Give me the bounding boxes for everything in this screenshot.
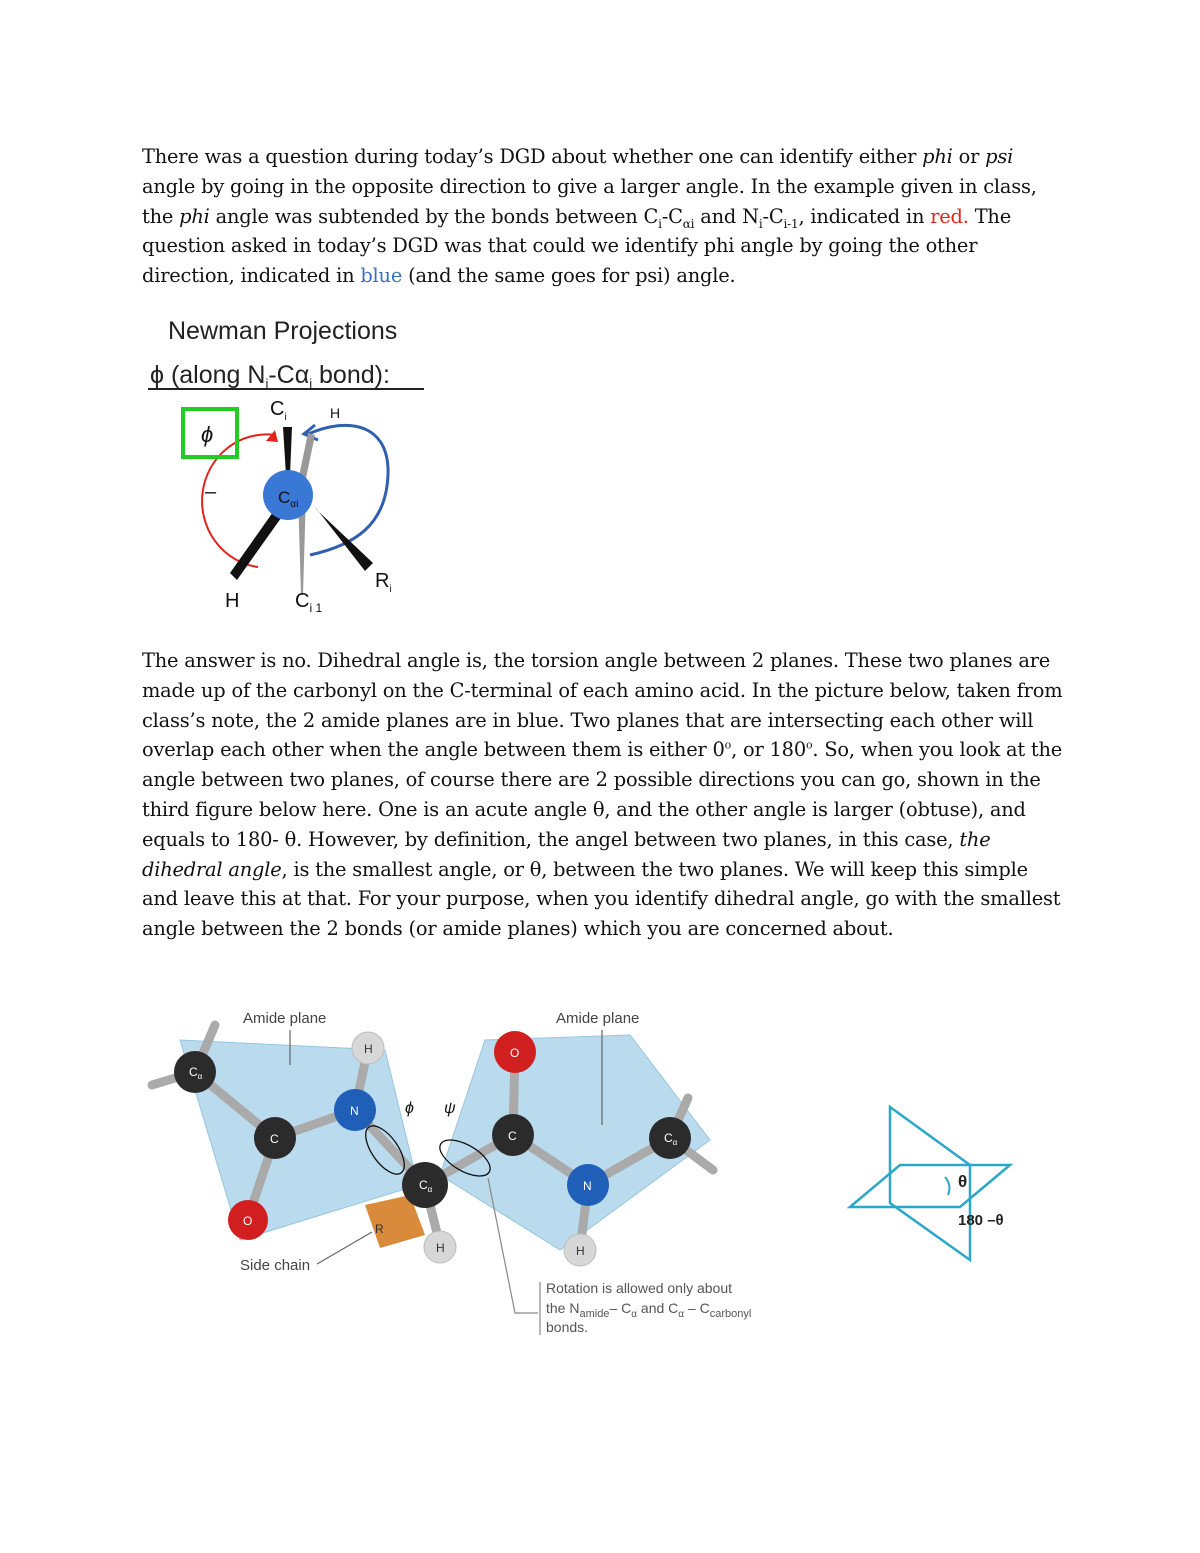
label-hydrogen-right: H: [576, 1244, 585, 1258]
label-oxygen-right: O: [510, 1046, 520, 1060]
label-carbon-left: C: [270, 1132, 279, 1146]
plane-horizontal: [850, 1165, 1010, 1207]
phi-box-label: ϕ: [201, 422, 214, 447]
newman-subtitle: ϕ (along $N_i-C\alpha_i$ bond):: [150, 361, 390, 391]
svg-text:Rotation is allowed only about: Rotation is allowed only about: [546, 1280, 733, 1296]
newman-projection-figure: [140, 305, 440, 615]
theta-label: θ: [958, 1172, 968, 1191]
minus-sign: –: [205, 481, 217, 503]
label-carbon-right: C: [508, 1129, 517, 1143]
peptide-amide-planes-figure: [140, 1000, 790, 1350]
intersecting-planes-figure: [840, 1095, 1040, 1265]
red-word: red.: [930, 204, 969, 228]
label-r: R: [375, 1222, 384, 1236]
label-hydrogen-center: H: [436, 1241, 445, 1255]
label-calpha-right: $C_\alpha$: [664, 1131, 678, 1147]
ci1-label: $C_{i 1}$: [295, 590, 323, 615]
newman-title: Newman Projections: [168, 317, 398, 345]
phi-symbol: ϕ: [405, 1100, 414, 1117]
rotation-caption: [546, 1280, 751, 1335]
label-calpha-left: $C_\alpha$: [189, 1065, 203, 1081]
svg-text:the Namide– Cα and Cα – Ccarbo: the $N_{amide}-$ $C_\alpha$ and $C_\alpha - C_{carbonyl}$: [546, 1300, 752, 1320]
blue-arc: [306, 425, 388, 555]
supplement-label: 180 –θ: [958, 1212, 1004, 1229]
ci-label: $C_i$: [270, 398, 287, 423]
label-oxygen-left: O: [243, 1214, 253, 1228]
theta-arc: [945, 1177, 949, 1195]
r-label: $R_i$: [375, 570, 392, 595]
bond-r: [312, 503, 373, 571]
blue-word: blue: [360, 264, 403, 288]
h-top-label: H: [330, 405, 341, 421]
amide-plane-right-label: Amide plane: [556, 1010, 640, 1027]
label-nitrogen-right: N: [583, 1179, 592, 1193]
h-bottom-label: H: [225, 590, 240, 612]
side-chain-label: Side chain: [240, 1257, 311, 1274]
psi-symbol: ψ: [444, 1100, 456, 1117]
bond-ci: [283, 427, 292, 475]
label-calpha-center: $C_\alpha$: [419, 1178, 433, 1194]
amide-plane-left-label: Amide plane: [243, 1010, 327, 1027]
label-hydrogen-top: H: [364, 1042, 373, 1056]
label-nitrogen-left: N: [350, 1104, 359, 1118]
calpha-label: $C_{\alpha i}$: [278, 488, 299, 510]
paragraph-intro: There was a question during today’s DGD about whether one can identify either phi or psi angle by going in the opposite direction to give a larger angle. In the example given in class, the phi angle was subtended by the bonds between $C_i-C_{\alpha i}$ and $N_i-C_{i-1}$, indicated in red. The question asked in today’s DGD was that could we identify phi angle by going the other direction, indicated in blue (and the same goes for psi) angle.: [142, 145, 1037, 288]
svg-text:bonds.: bonds.: [546, 1319, 589, 1335]
paragraph-answer: The answer is no. Dihedral angle is, the torsion angle between 2 planes. These two planes are made up of the carbonyl on the C-terminal of each amino acid. In the picture below, taken from class’s note, the 2 amide planes are in blue. Two planes that are intersecting each other will overlap each other when the angle between them is either 0$^o$, or 180$^o$. So, when you look at the angle between two planes, of course there are 2 possible directions you can go, shown in the third figure below here. One is an acute angle θ, and the other angle is larger (obtuse), and equals to 180- θ. However, by definition, the angel between two planes, in this case, the dihedral angle, is the smallest angle, or θ, between the two planes. We will keep this simple and leave this at that. For your purpose, when you identify dihedral angle, go with the smallest angle between the 2 bonds (or amide planes) which you are concerned about.: [142, 649, 1063, 941]
red-arrowhead: [266, 430, 278, 442]
